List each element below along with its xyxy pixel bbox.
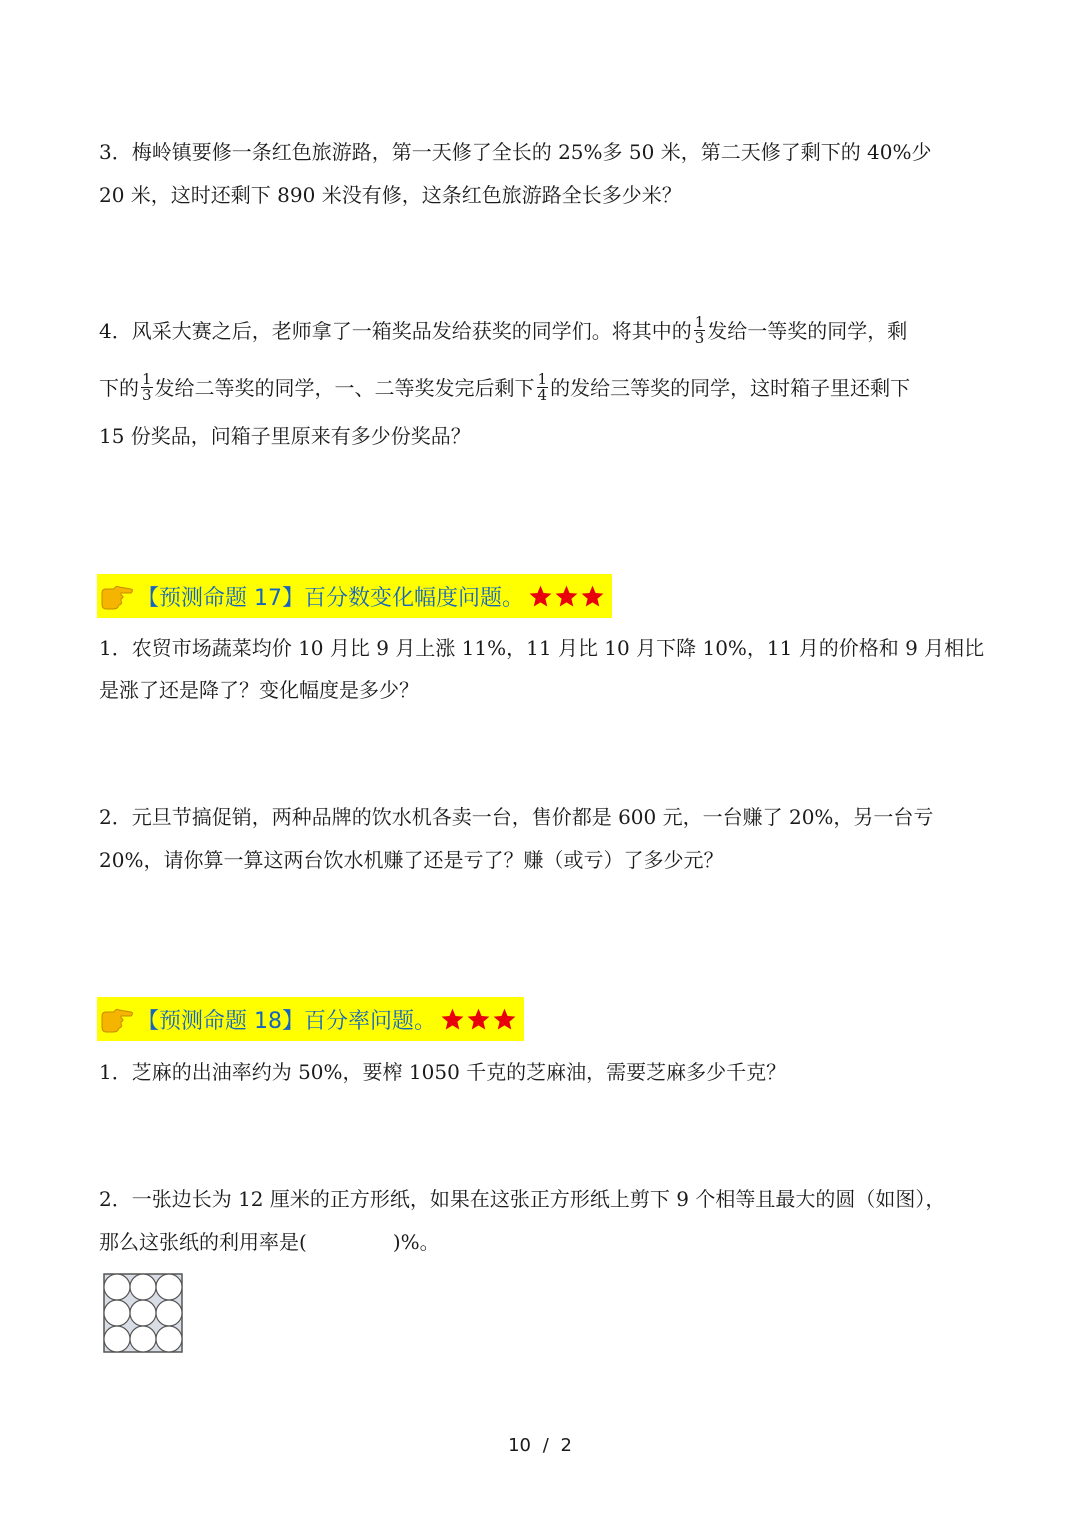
circle <box>104 1300 130 1326</box>
star-icon <box>580 584 605 609</box>
circle <box>130 1326 156 1352</box>
circle <box>104 1274 130 1300</box>
star-icon <box>528 584 553 609</box>
rating-stars <box>528 584 606 609</box>
s18-q1-line1: 1．芝麻的出油率约为 50%，要榨 1050 千克的芝麻油，需要芝麻多少千克？ <box>99 1060 787 1084</box>
star-icon <box>440 1007 465 1032</box>
fraction-denominator: 3 <box>694 329 705 347</box>
s18-q2-line1: 2．一张边长为 12 厘米的正方形纸，如果在这张正方形纸上剪下 9 个相等且最大的圆（如图）， <box>99 1187 946 1211</box>
fraction-numerator: 1 <box>694 313 705 331</box>
fraction-numerator: 1 <box>142 370 152 388</box>
fraction-numerator: 1 <box>537 370 548 388</box>
circle <box>130 1300 156 1326</box>
circle <box>156 1326 182 1352</box>
s17-q2-line2: 20%，请你算一算这两台饮水机赚了还是亏了？赚（或亏）了多少元？ <box>99 848 724 872</box>
fraction-denominator: 4 <box>537 386 548 404</box>
s17-q1-line2: 是涨了还是降了？变化幅度是多少？ <box>99 678 419 702</box>
circle <box>156 1274 182 1300</box>
star-icon <box>492 1007 517 1032</box>
fraction-one-fourth <box>537 372 549 403</box>
fraction-denominator: 3 <box>142 386 152 404</box>
q3-line1: 3．梅岭镇要修一条红色旅游路，第一天修了全长的 25%多 50 米，第二天修了剩下的 40%少 <box>99 140 932 164</box>
square-paper-circles-figure <box>103 1273 183 1353</box>
q4-line1 <box>99 313 908 348</box>
pointing-hand-icon <box>99 1004 135 1034</box>
fraction-one-third <box>694 315 706 346</box>
q4-line1-text-b: 发给一等奖的同学，剩 <box>707 319 908 343</box>
section-17-banner <box>97 574 612 618</box>
section-17-title: 【预测命题 17】百分数变化幅度问题。 <box>137 585 524 611</box>
s18-q2-text-b: )%。 <box>392 1230 440 1254</box>
q4-line3: 15 份奖品，问箱子里原来有多少份奖品？ <box>99 424 471 448</box>
pointing-hand-icon <box>99 581 135 611</box>
circle <box>156 1300 182 1326</box>
rating-stars <box>440 1007 518 1032</box>
s17-q1-line1: 1．农贸市场蔬菜均价 10 月比 9 月上涨 11%，11 月比 10 月下降 10%，11 月的价格和 9 月相比 <box>99 636 985 660</box>
page-number: 10 / 2 <box>508 1435 572 1456</box>
fraction-one-third <box>141 372 153 403</box>
q4-line2-text-b: 发给二等奖的同学，一、二等奖发完后剩下 <box>154 376 535 400</box>
s18-q2-line2 <box>99 1230 440 1254</box>
section-18-banner <box>97 997 524 1041</box>
q4-line1-text-a: 4．风采大赛之后，老师拿了一箱奖品发给获奖的同学们。将其中的 <box>99 319 692 343</box>
circle <box>130 1274 156 1300</box>
section-18-title: 【预测命题 18】百分率问题。 <box>137 1008 436 1034</box>
s18-q2-text-a: 那么这张纸的利用率是( <box>99 1230 307 1254</box>
star-icon <box>554 584 579 609</box>
circle <box>104 1326 130 1352</box>
q4-line2-text-c: 的发给三等奖的同学，这时箱子里还剩下 <box>550 376 911 400</box>
q4-line2-text-a: 下的 <box>99 376 139 400</box>
s17-q2-line1: 2．元旦节搞促销，两种品牌的饮水机各卖一台，售价都是 600 元，一台赚了 20%，另一台亏 <box>99 805 934 829</box>
q3-line2: 20 米，这时还剩下 890 米没有修，这条红色旅游路全长多少米？ <box>99 183 682 207</box>
q4-line2 <box>99 370 911 405</box>
star-icon <box>466 1007 491 1032</box>
